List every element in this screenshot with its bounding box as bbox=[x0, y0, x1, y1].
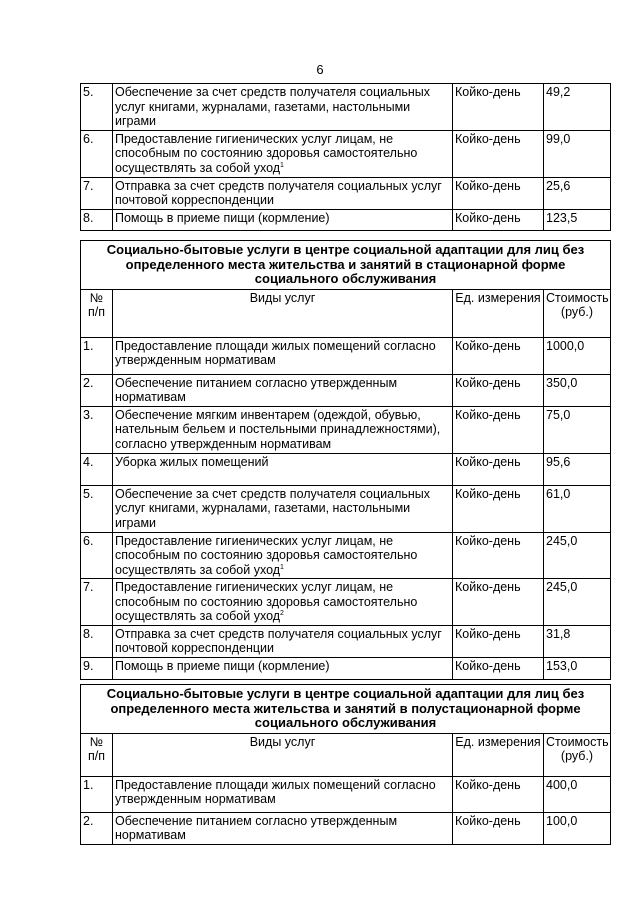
price-cell: 400,0 bbox=[544, 776, 611, 812]
row-number: 3. bbox=[81, 406, 113, 453]
price-cell: 95,6 bbox=[544, 453, 611, 485]
service-name: Обеспечение питанием согласно утвержденным нормативам bbox=[113, 374, 453, 406]
row-number: 1. bbox=[81, 337, 113, 374]
service-text: Предоставление гигиенических услуг лицам, не способным по состоянию здоровья самостоятельно осуществлять за собой уход bbox=[115, 131, 418, 175]
service-name: Предоставление площади жилых помещений согласно утвержденным нормативам bbox=[113, 337, 453, 374]
header-row bbox=[81, 289, 611, 337]
header-row bbox=[81, 733, 611, 776]
service-text: Предоставление гигиенических услуг лицам, не способным по состоянию здоровья самостоятельно осуществлять за собой уход bbox=[115, 533, 418, 577]
table-row bbox=[81, 84, 611, 131]
table-row bbox=[81, 485, 611, 532]
service-name bbox=[113, 130, 453, 177]
row-number: 9. bbox=[81, 657, 113, 679]
row-number: 8. bbox=[81, 209, 113, 230]
column-header-unit: Ед. измерения bbox=[453, 289, 544, 337]
service-name bbox=[113, 532, 453, 579]
footnote-mark: 1 bbox=[280, 563, 284, 571]
table-title: Социально-бытовые услуги в центре социальной адаптации для лиц без определенного места жительства и занятий в полустационарной форме социального обслуживания bbox=[81, 685, 611, 734]
service-name: Помощь в приеме пищи (кормление) bbox=[113, 209, 453, 230]
price-cell: 31,8 bbox=[544, 625, 611, 657]
service-name: Предоставление площади жилых помещений согласно утвержденным нормативам bbox=[113, 776, 453, 812]
price-cell: 1000,0 bbox=[544, 337, 611, 374]
price-cell: 350,0 bbox=[544, 374, 611, 406]
row-number: 7. bbox=[81, 177, 113, 209]
unit-cell: Койко-день bbox=[453, 532, 544, 579]
row-number: 5. bbox=[81, 84, 113, 131]
table-row bbox=[81, 374, 611, 406]
column-header-service: Виды услуг bbox=[113, 289, 453, 337]
column-header-number: № п/п bbox=[81, 733, 113, 776]
row-number: 5. bbox=[81, 485, 113, 532]
unit-cell: Койко-день bbox=[453, 374, 544, 406]
row-number: 8. bbox=[81, 625, 113, 657]
price-cell: 245,0 bbox=[544, 579, 611, 626]
service-name: Отправка за счет средств получателя социальных услуг почтовой корреспонденции bbox=[113, 625, 453, 657]
column-header-price: Стоимость (руб.) bbox=[544, 733, 611, 776]
unit-cell: Койко-день bbox=[453, 579, 544, 626]
column-header-price: Стоимость (руб.) bbox=[544, 289, 611, 337]
service-text: Предоставление гигиенических услуг лицам, не способным по состоянию здоровья самостоятельно осуществлять за собой уход bbox=[115, 580, 418, 623]
stationary-services-table bbox=[80, 240, 611, 680]
unit-cell: Койко-день bbox=[453, 776, 544, 812]
table-row bbox=[81, 177, 611, 209]
unit-cell: Койко-день bbox=[453, 84, 544, 131]
table-row bbox=[81, 453, 611, 485]
semi-stationary-services-table bbox=[80, 684, 611, 845]
services-table-continued bbox=[80, 83, 611, 231]
price-cell: 153,0 bbox=[544, 657, 611, 679]
table-row bbox=[81, 209, 611, 230]
footnote-mark: 1 bbox=[280, 161, 284, 169]
price-cell: 99,0 bbox=[544, 130, 611, 177]
table-row bbox=[81, 812, 611, 844]
column-header-number: № п/п bbox=[81, 289, 113, 337]
service-name: Уборка жилых помещений bbox=[113, 453, 453, 485]
price-cell: 49,2 bbox=[544, 84, 611, 131]
price-cell: 100,0 bbox=[544, 812, 611, 844]
price-cell: 75,0 bbox=[544, 406, 611, 453]
price-cell: 123,5 bbox=[544, 209, 611, 230]
page-number: 6 bbox=[316, 62, 324, 77]
unit-cell: Койко-день bbox=[453, 177, 544, 209]
row-number: 2. bbox=[81, 374, 113, 406]
unit-cell: Койко-день bbox=[453, 625, 544, 657]
table-row bbox=[81, 130, 611, 177]
row-number: 7. bbox=[81, 579, 113, 626]
service-name: Обеспечение за счет средств получателя социальных услуг книгами, журналами, газетами, настольными играми bbox=[113, 485, 453, 532]
unit-cell: Койко-день bbox=[453, 209, 544, 230]
table-row bbox=[81, 579, 611, 626]
unit-cell: Койко-день bbox=[453, 485, 544, 532]
unit-cell: Койко-день bbox=[453, 337, 544, 374]
row-number: 2. bbox=[81, 812, 113, 844]
column-header-service: Виды услуг bbox=[113, 733, 453, 776]
service-name: Отправка за счет средств получателя социальных услуг почтовой корреспонденции bbox=[113, 177, 453, 209]
service-name: Обеспечение питанием согласно утвержденным нормативам bbox=[113, 812, 453, 844]
service-name: Помощь в приеме пищи (кормление) bbox=[113, 657, 453, 679]
service-name: Обеспечение за счет средств получателя социальных услуг книгами, журналами, газетами, настольными играми bbox=[113, 84, 453, 131]
row-number: 4. bbox=[81, 453, 113, 485]
row-number: 6. bbox=[81, 532, 113, 579]
service-name bbox=[113, 579, 453, 626]
footnote-mark: 2 bbox=[280, 609, 284, 617]
service-name: Обеспечение мягким инвентарем (одеждой, обувью, нательным бельем и постельными принадлежностями), согласно утвержденным нормативам bbox=[113, 406, 453, 453]
table-row bbox=[81, 406, 611, 453]
table-title: Социально-бытовые услуги в центре социальной адаптации для лиц без определенного места жительства и занятий в стационарной форме социального обслуживания bbox=[81, 241, 611, 290]
table-row bbox=[81, 625, 611, 657]
unit-cell: Койко-день bbox=[453, 130, 544, 177]
column-header-unit: Ед. измерения bbox=[453, 733, 544, 776]
unit-cell: Койко-день bbox=[453, 812, 544, 844]
unit-cell: Койко-день bbox=[453, 657, 544, 679]
table-row bbox=[81, 532, 611, 579]
row-number: 1. bbox=[81, 776, 113, 812]
unit-cell: Койко-день bbox=[453, 453, 544, 485]
table-row bbox=[81, 657, 611, 679]
unit-cell: Койко-день bbox=[453, 406, 544, 453]
table-row bbox=[81, 337, 611, 374]
table-row bbox=[81, 776, 611, 812]
price-cell: 61,0 bbox=[544, 485, 611, 532]
row-number: 6. bbox=[81, 130, 113, 177]
price-cell: 245,0 bbox=[544, 532, 611, 579]
price-cell: 25,6 bbox=[544, 177, 611, 209]
